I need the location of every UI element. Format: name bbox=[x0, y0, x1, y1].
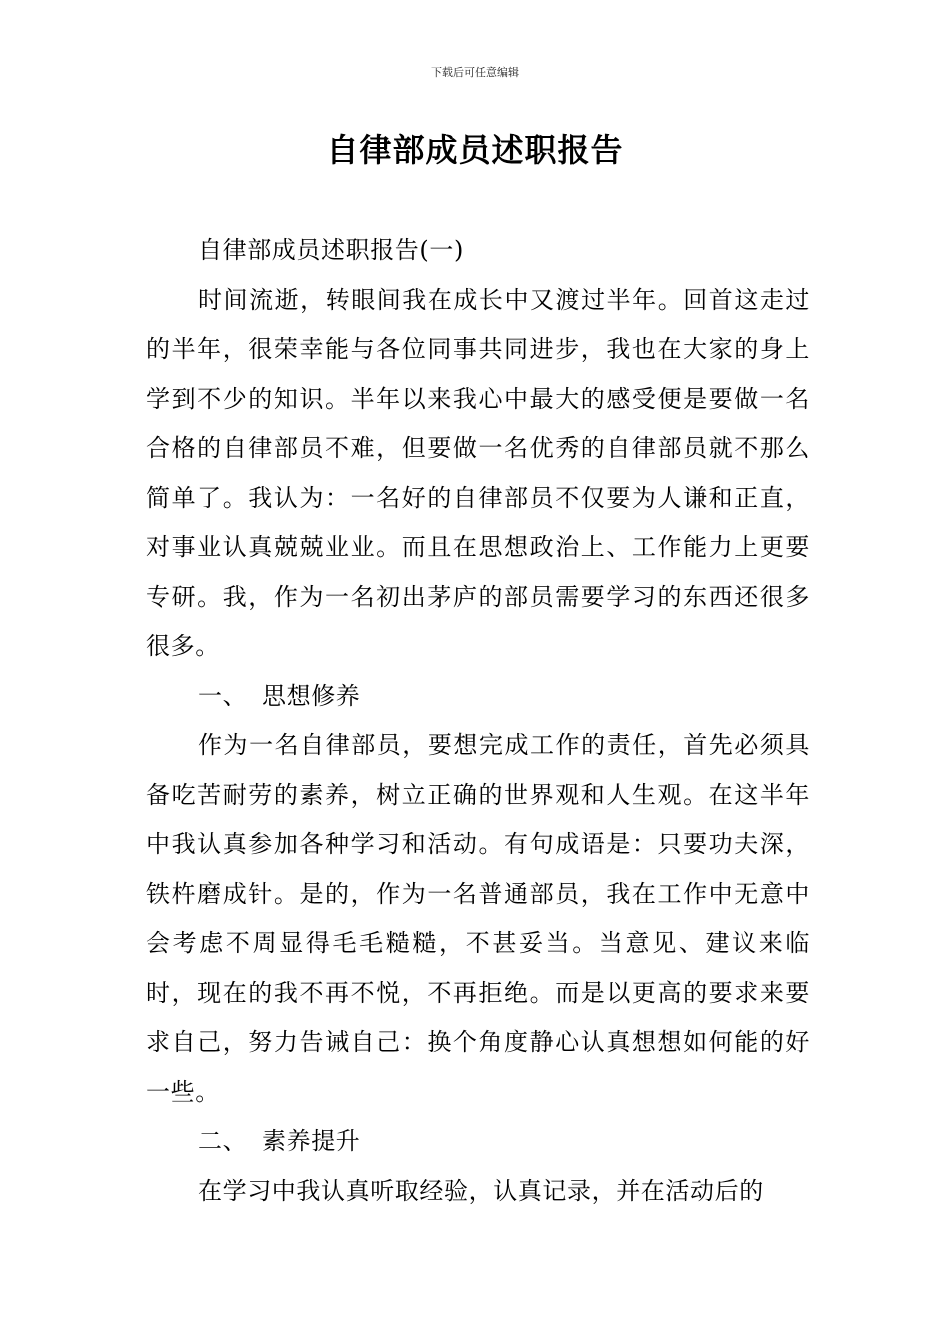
intro-paragraph: 时间流逝，转眼间我在成长中又渡过半年。回首这走过的半年，很荣幸能与各位同事共同进步，我也在大家的身上学到不少的知识。半年以来我心中最大的感受便是要做一名合格的自律部员不难，但要做一名优秀的自律部员就不那么简单了。我认为：一名好的自律部员不仅要为人谦和正直，对事业认真兢兢业业。而且在思想政治上、工作能力上更要专研。我，作为一名初出茅庐的部员需要学习的东西还很多很多。 bbox=[146, 285, 810, 660]
section-number-1: 一、 bbox=[198, 681, 248, 710]
section-title-2: 素养提升 bbox=[262, 1127, 361, 1155]
document-title: 自律部成员述职报告 bbox=[326, 131, 624, 169]
section-heading-2 bbox=[146, 1117, 810, 1167]
document-body bbox=[146, 226, 810, 1216]
section-paragraph-2: 在学习中我认真听取经验，认真记录，并在活动后的 bbox=[198, 1176, 764, 1205]
header-note: 下载后可任意编辑 bbox=[431, 66, 519, 79]
report-subtitle: 自律部成员述职报告(一) bbox=[198, 236, 464, 264]
section-title-1: 思想修养 bbox=[262, 681, 361, 710]
section-number-2: 二、 bbox=[198, 1127, 248, 1155]
section-heading-1 bbox=[146, 672, 810, 722]
section-paragraph-1: 作为一名自律部员，要想完成工作的责任，首先必须具备吃苦耐劳的素养，树立正确的世界观和人生观。在这半年中我认真参加各种学习和活动。有句成语是：只要功夫深，铁杵磨成针。是的，作为一名普通部员，我在工作中无意中会考虑不周显得毛毛糙糙，不甚妥当。当意见、建议来临时，现在的我不再不悦，不再拒绝。而是以更高的要求来要求自己，努力告诫自己：换个角度静心认真想想如何能的好一些。 bbox=[146, 731, 810, 1106]
